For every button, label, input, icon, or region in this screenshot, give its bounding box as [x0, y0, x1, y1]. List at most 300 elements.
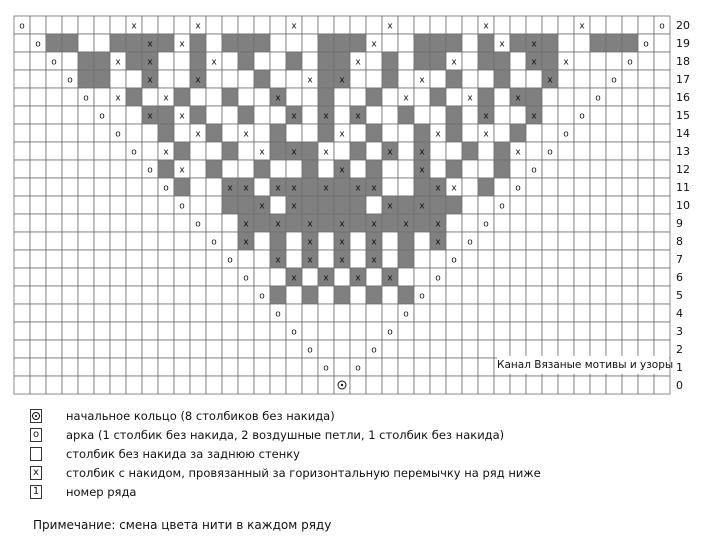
grid-cell — [398, 322, 414, 340]
grid-cell — [62, 16, 78, 34]
grid-cell — [14, 322, 30, 340]
grid-cell — [190, 358, 206, 376]
grid-cell-filled — [334, 52, 350, 70]
legend-item-row-number — [30, 482, 541, 501]
grid-cell — [14, 160, 30, 178]
grid-cell — [590, 268, 606, 286]
grid-cell — [126, 160, 142, 178]
grid-cell — [494, 250, 510, 268]
cross-symbol: x — [483, 21, 489, 32]
cross-symbol: x — [387, 273, 393, 284]
grid-cell-filled — [366, 124, 382, 142]
grid-cell — [526, 322, 542, 340]
grid-cell — [318, 340, 334, 358]
grid-cell — [286, 160, 302, 178]
grid-cell-filled — [350, 214, 366, 232]
grid-cell — [286, 88, 302, 106]
grid-cell — [430, 286, 446, 304]
grid-cell — [654, 304, 670, 322]
grid-cell-filled — [126, 52, 142, 70]
cross-symbol: x — [323, 183, 329, 194]
grid-cell — [14, 214, 30, 232]
grid-cell-filled — [46, 34, 62, 52]
grid-cell — [94, 286, 110, 304]
grid-cell — [350, 232, 366, 250]
grid-cell — [558, 70, 574, 88]
grid-cell — [606, 268, 622, 286]
grid-cell — [574, 286, 590, 304]
grid-cell — [190, 142, 206, 160]
grid-cell — [238, 322, 254, 340]
grid-cell — [382, 178, 398, 196]
grid-cell — [46, 70, 62, 88]
grid-cell — [78, 214, 94, 232]
grid-cell-filled — [254, 160, 270, 178]
grid-cell-filled — [462, 142, 478, 160]
arch-symbol: o — [227, 255, 233, 266]
cross-symbol: x — [323, 273, 329, 284]
grid-cell — [334, 268, 350, 286]
grid-cell-filled — [110, 34, 126, 52]
grid-cell — [590, 16, 606, 34]
legend-text: арка (1 столбик без накида, 2 воздушные петли, 1 столбик без накида) — [66, 427, 505, 442]
cross-symbol: x — [371, 183, 377, 194]
grid-cell — [414, 322, 430, 340]
grid-cell — [30, 214, 46, 232]
cross-symbol: x — [211, 57, 217, 68]
grid-cell — [14, 232, 30, 250]
grid-cell-filled — [398, 196, 414, 214]
row-number-label: 0 — [676, 379, 683, 392]
grid-cell — [110, 286, 126, 304]
grid-cell — [94, 214, 110, 232]
grid-cell — [270, 106, 286, 124]
grid-cell — [558, 88, 574, 106]
grid-cell — [606, 160, 622, 178]
grid-cell-filled — [382, 214, 398, 232]
grid-cell-filled — [350, 196, 366, 214]
cross-symbol: x — [531, 111, 537, 122]
grid-cell — [238, 16, 254, 34]
grid-cell — [334, 16, 350, 34]
grid-cell — [638, 70, 654, 88]
grid-cell-filled — [254, 34, 270, 52]
grid-cell — [430, 70, 446, 88]
grid-cell — [46, 214, 62, 232]
cross-symbol: x — [435, 129, 441, 140]
grid-cell — [46, 358, 62, 376]
grid-cell — [46, 142, 62, 160]
grid-cell — [494, 232, 510, 250]
cross-symbol: x — [355, 183, 361, 194]
grid-cell — [14, 304, 30, 322]
grid-cell — [526, 70, 542, 88]
grid-cell — [142, 214, 158, 232]
grid-cell — [254, 250, 270, 268]
grid-cell — [190, 232, 206, 250]
grid-cell — [590, 376, 606, 394]
grid-cell — [206, 214, 222, 232]
grid-cell — [158, 340, 174, 358]
cross-symbol: x — [291, 273, 297, 284]
grid-cell — [94, 304, 110, 322]
grid-cell — [638, 304, 654, 322]
grid-cell — [590, 304, 606, 322]
grid-cell — [638, 376, 654, 394]
grid-cell-filled — [494, 52, 510, 70]
grid-cell — [190, 304, 206, 322]
grid-cell — [302, 376, 318, 394]
grid-cell — [190, 160, 206, 178]
grid-cell — [590, 214, 606, 232]
grid-cell — [526, 16, 542, 34]
grid-cell — [302, 52, 318, 70]
grid-cell — [382, 160, 398, 178]
grid-cell — [94, 376, 110, 394]
grid-cell — [622, 232, 638, 250]
grid-cell — [622, 88, 638, 106]
grid-cell — [62, 322, 78, 340]
grid-cell — [494, 106, 510, 124]
cross-symbol: x — [147, 75, 153, 86]
grid-cell — [590, 250, 606, 268]
grid-cell — [622, 160, 638, 178]
grid-cell-filled — [174, 142, 190, 160]
grid-cell — [478, 196, 494, 214]
grid-cell — [46, 304, 62, 322]
cross-symbol: x — [339, 165, 345, 176]
grid-cell — [302, 304, 318, 322]
grid-cell-filled — [446, 124, 462, 142]
grid-cell — [46, 106, 62, 124]
row-number-label: 2 — [676, 343, 683, 356]
grid-cell — [398, 70, 414, 88]
cross-symbol: x — [227, 183, 233, 194]
grid-cell-filled — [174, 88, 190, 106]
grid-cell — [206, 88, 222, 106]
grid-cell — [350, 286, 366, 304]
arch-symbol: o — [435, 273, 441, 284]
grid-cell — [302, 268, 318, 286]
grid-cell-filled — [430, 52, 446, 70]
grid-cell — [462, 70, 478, 88]
grid-cell-filled — [606, 34, 622, 52]
grid-cell-filled — [174, 178, 190, 196]
grid-cell — [190, 322, 206, 340]
grid-cell — [14, 142, 30, 160]
grid-cell-filled — [94, 52, 110, 70]
arch-symbol: o — [579, 111, 585, 122]
legend-text: столбик с накидом, провязанный за горизонтальную перемычку на ряд ниже — [66, 465, 541, 480]
grid-cell — [126, 268, 142, 286]
grid-cell — [206, 142, 222, 160]
grid-cell — [126, 250, 142, 268]
grid-cell — [174, 304, 190, 322]
cross-symbol: x — [419, 75, 425, 86]
grid-cell — [110, 160, 126, 178]
grid-cell-filled — [526, 88, 542, 106]
grid-cell — [494, 304, 510, 322]
grid-cell — [558, 160, 574, 178]
arch-symbol: o — [419, 291, 425, 302]
grid-cell-filled — [430, 196, 446, 214]
grid-cell — [94, 178, 110, 196]
grid-cell — [382, 106, 398, 124]
grid-cell — [574, 232, 590, 250]
grid-cell — [30, 52, 46, 70]
grid-cell — [222, 214, 238, 232]
grid-cell — [14, 70, 30, 88]
grid-cell — [30, 250, 46, 268]
cross-symbol: x — [579, 21, 585, 32]
grid-cell — [142, 286, 158, 304]
grid-cell — [382, 232, 398, 250]
grid-cell — [238, 160, 254, 178]
grid-cell — [414, 232, 430, 250]
grid-cell — [654, 250, 670, 268]
cross-symbol: x — [355, 111, 361, 122]
grid-cell — [14, 250, 30, 268]
grid-cell — [190, 286, 206, 304]
grid-cell-filled — [478, 178, 494, 196]
cross-symbol: x — [355, 273, 361, 284]
grid-cell — [158, 70, 174, 88]
cross-symbol: x — [371, 255, 377, 266]
grid-cell — [430, 16, 446, 34]
grid-cell — [94, 34, 110, 52]
arch-symbol: o — [451, 255, 457, 266]
grid-cell — [206, 250, 222, 268]
grid-cell — [190, 250, 206, 268]
grid-cell — [110, 358, 126, 376]
grid-cell — [110, 340, 126, 358]
grid-cell — [558, 142, 574, 160]
grid-cell — [78, 268, 94, 286]
cross-symbol: x — [275, 93, 281, 104]
grid-cell — [270, 322, 286, 340]
grid-cell-filled — [398, 232, 414, 250]
grid-cell — [430, 340, 446, 358]
row-number-label: 18 — [676, 55, 690, 68]
arch-symbol: o — [67, 75, 73, 86]
grid-cell-filled — [302, 286, 318, 304]
grid-cell — [590, 178, 606, 196]
grid-cell — [606, 232, 622, 250]
grid-cell — [638, 268, 654, 286]
grid-cell — [270, 160, 286, 178]
grid-cell-filled — [254, 70, 270, 88]
grid-cell — [398, 178, 414, 196]
grid-cell — [270, 196, 286, 214]
arch-symbol: o — [515, 183, 521, 194]
grid-cell — [302, 34, 318, 52]
grid-cell — [542, 106, 558, 124]
grid-cell — [398, 124, 414, 142]
grid-cell-filled — [382, 70, 398, 88]
grid-cell — [382, 88, 398, 106]
arch-symbol: o — [131, 147, 137, 158]
grid-cell — [542, 196, 558, 214]
grid-cell — [206, 106, 222, 124]
grid-cell — [574, 88, 590, 106]
grid-cell — [446, 286, 462, 304]
row-number-label: 7 — [676, 253, 683, 266]
grid-cell — [494, 178, 510, 196]
grid-cell — [622, 268, 638, 286]
cross-symbol: x — [291, 147, 297, 158]
grid-cell — [206, 286, 222, 304]
grid-cell — [110, 106, 126, 124]
grid-cell — [542, 124, 558, 142]
grid-cell — [622, 214, 638, 232]
grid-cell — [398, 160, 414, 178]
cross-symbol: x — [387, 21, 393, 32]
grid-cell — [286, 286, 302, 304]
grid-cell — [574, 214, 590, 232]
grid-cell — [238, 70, 254, 88]
cross-symbol: x — [371, 237, 377, 248]
grid-cell-filled — [510, 124, 526, 142]
grid-cell — [462, 196, 478, 214]
grid-cell — [350, 322, 366, 340]
grid-cell — [222, 232, 238, 250]
grid-cell — [590, 322, 606, 340]
grid-cell — [158, 250, 174, 268]
grid-cell — [542, 376, 558, 394]
grid-cell-filled — [238, 52, 254, 70]
grid-cell — [334, 358, 350, 376]
grid-cell-filled — [366, 160, 382, 178]
grid-cell — [510, 232, 526, 250]
grid-cell — [638, 178, 654, 196]
grid-cell — [654, 160, 670, 178]
grid-cell — [366, 70, 382, 88]
grid-cell — [606, 376, 622, 394]
arch-symbol: o — [611, 75, 617, 86]
grid-cell — [46, 268, 62, 286]
grid-cell — [94, 196, 110, 214]
grid-cell — [62, 106, 78, 124]
grid-cell — [110, 142, 126, 160]
grid-cell — [110, 214, 126, 232]
cross-symbol: x — [243, 237, 249, 248]
grid-cell — [558, 376, 574, 394]
grid-cell — [62, 250, 78, 268]
grid-cell — [558, 304, 574, 322]
grid-cell — [590, 124, 606, 142]
grid-cell — [654, 196, 670, 214]
cross-symbol: x — [531, 57, 537, 68]
cross-symbol: x — [275, 219, 281, 230]
grid-cell — [350, 160, 366, 178]
grid-cell — [622, 376, 638, 394]
grid-cell-filled — [158, 106, 174, 124]
grid-cell — [654, 88, 670, 106]
grid-cell — [158, 322, 174, 340]
grid-cell — [190, 268, 206, 286]
grid-cell-filled — [494, 160, 510, 178]
grid-cell — [30, 286, 46, 304]
grid-cell — [78, 286, 94, 304]
arch-symbol: o — [291, 327, 297, 338]
grid-cell — [430, 142, 446, 160]
grid-cell — [414, 376, 430, 394]
cross-symbol: x — [307, 255, 313, 266]
arch-symbol: o — [403, 309, 409, 320]
grid-cell — [526, 286, 542, 304]
grid-cell — [286, 304, 302, 322]
grid-cell — [78, 124, 94, 142]
grid-cell — [158, 358, 174, 376]
grid-cell — [158, 214, 174, 232]
grid-cell — [542, 250, 558, 268]
grid-cell — [222, 304, 238, 322]
grid-cell — [206, 340, 222, 358]
grid-cell — [430, 376, 446, 394]
grid-cell — [78, 340, 94, 358]
grid-cell — [510, 70, 526, 88]
grid-cell — [94, 16, 110, 34]
grid-cell — [366, 16, 382, 34]
grid-cell — [446, 376, 462, 394]
grid-cell — [462, 340, 478, 358]
grid-cell-filled — [494, 70, 510, 88]
grid-cell — [638, 52, 654, 70]
row-number-label: 9 — [676, 217, 683, 230]
grid-cell-filled — [446, 70, 462, 88]
cross-symbol: x — [419, 165, 425, 176]
grid-cell — [366, 358, 382, 376]
grid-cell-filled — [542, 52, 558, 70]
cross-symbol: x — [323, 111, 329, 122]
grid-cell — [430, 160, 446, 178]
cross-symbol: x — [515, 93, 521, 104]
grid-cell — [366, 322, 382, 340]
grid-cell — [14, 124, 30, 142]
grid-cell — [62, 340, 78, 358]
grid-cell — [142, 16, 158, 34]
cross-symbol: x — [163, 93, 169, 104]
grid-cell — [638, 106, 654, 124]
grid-cell — [30, 124, 46, 142]
grid-cell — [366, 106, 382, 124]
grid-cell — [318, 250, 334, 268]
grid-cell — [558, 16, 574, 34]
grid-cell — [638, 214, 654, 232]
grid-cell-filled — [94, 70, 110, 88]
note: Примечание: смена цвета нити в каждом ряду — [33, 518, 332, 532]
grid-cell-filled — [126, 88, 142, 106]
grid-cell — [366, 142, 382, 160]
grid-cell — [254, 268, 270, 286]
arch-symbol: o — [259, 291, 265, 302]
grid-cell — [478, 232, 494, 250]
grid-cell — [318, 304, 334, 322]
grid-cell — [318, 160, 334, 178]
grid-cell — [302, 16, 318, 34]
grid-cell — [606, 196, 622, 214]
grid-cell — [238, 358, 254, 376]
grid-cell — [462, 250, 478, 268]
grid-cell — [574, 268, 590, 286]
grid-cell — [222, 52, 238, 70]
grid-cell — [542, 304, 558, 322]
grid-cell-filled — [78, 52, 94, 70]
grid-cell — [606, 52, 622, 70]
grid-cell — [46, 88, 62, 106]
grid-cell — [94, 160, 110, 178]
grid-cell — [110, 304, 126, 322]
